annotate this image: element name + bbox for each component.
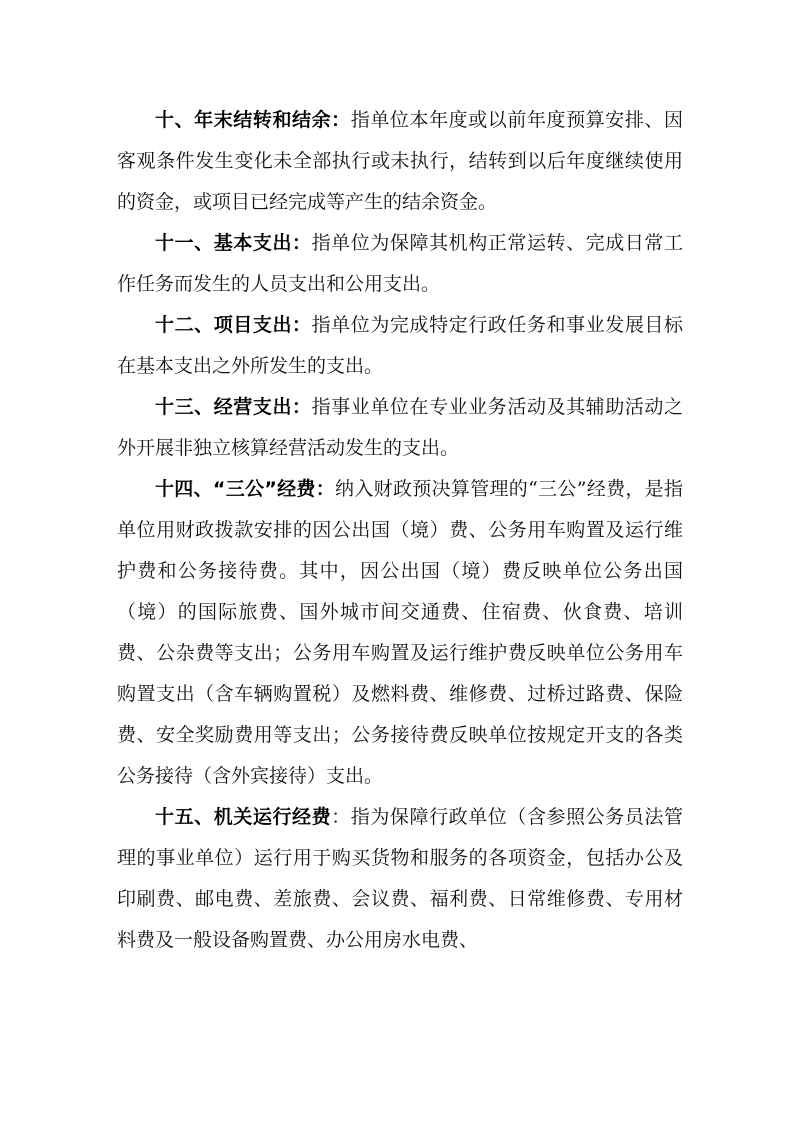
term-definition: 指单位为保障其机构正常运转、完成日常工作任务而发生的人员支出和公用支出。 (117, 232, 683, 295)
term-definition: 指单位本年度或以前年度预算安排、因客观条件发生变化未全部执行或未执行，结转到以后年度继续使用的资金，或项目已经完成等产生的结余资金。 (117, 109, 683, 213)
paragraph-year-end-balance (117, 100, 683, 223)
term-heading: 十一、基本支出： (155, 232, 312, 254)
term-heading: 十五、机关运行经费 (155, 806, 332, 828)
term-definition: 纳入财政预决算管理的“三公”经费，是指单位用财政拨款安排的因公出国（境）费、公务用车购置及运行维护费和公务接待费。其中，因公出国（境）费反映单位公务出国（境）的国际旅费、国外城市间交通费、住宿费、伙食费、培训费、公杂费等支出；公务用车购置及运行维护费反映单位公务用车购置支出（含车辆购置税）及燃料费、维修费、过桥过路费、保险费、安全奖励费用等支出；公务接待费反映单位按规定开支的各类公务接待（含外宾接待）支出。 (117, 478, 683, 787)
term-heading: 十二、项目支出： (155, 314, 312, 336)
paragraph-agency-operating-funds (117, 797, 683, 961)
term-heading: 十、年末结转和结余： (155, 109, 351, 131)
document-body (117, 100, 683, 961)
paragraph-operating-expenditure (117, 387, 683, 469)
paragraph-project-expenditure (117, 305, 683, 387)
term-definition: 指事业单位在专业业务活动及其辅助活动之外开展非独立核算经营活动发生的支出。 (117, 396, 683, 459)
term-definition: 指单位为完成特定行政任务和事业发展目标在基本支出之外所发生的支出。 (117, 314, 683, 377)
paragraph-three-public-expenses (117, 469, 683, 797)
paragraph-basic-expenditure (117, 223, 683, 305)
term-definition: ：指为保障行政单位（含参照公务员法管理的事业单位）运行用于购买货物和服务的各项资金，包括办公及印刷费、邮电费、差旅费、会议费、福利费、日常维修费、专用材料费及一般设备购置费、办公用房水电费、 (117, 806, 683, 951)
term-heading: 十三、经营支出： (155, 396, 312, 418)
term-heading: 十四、“三公”经费： (155, 478, 336, 500)
